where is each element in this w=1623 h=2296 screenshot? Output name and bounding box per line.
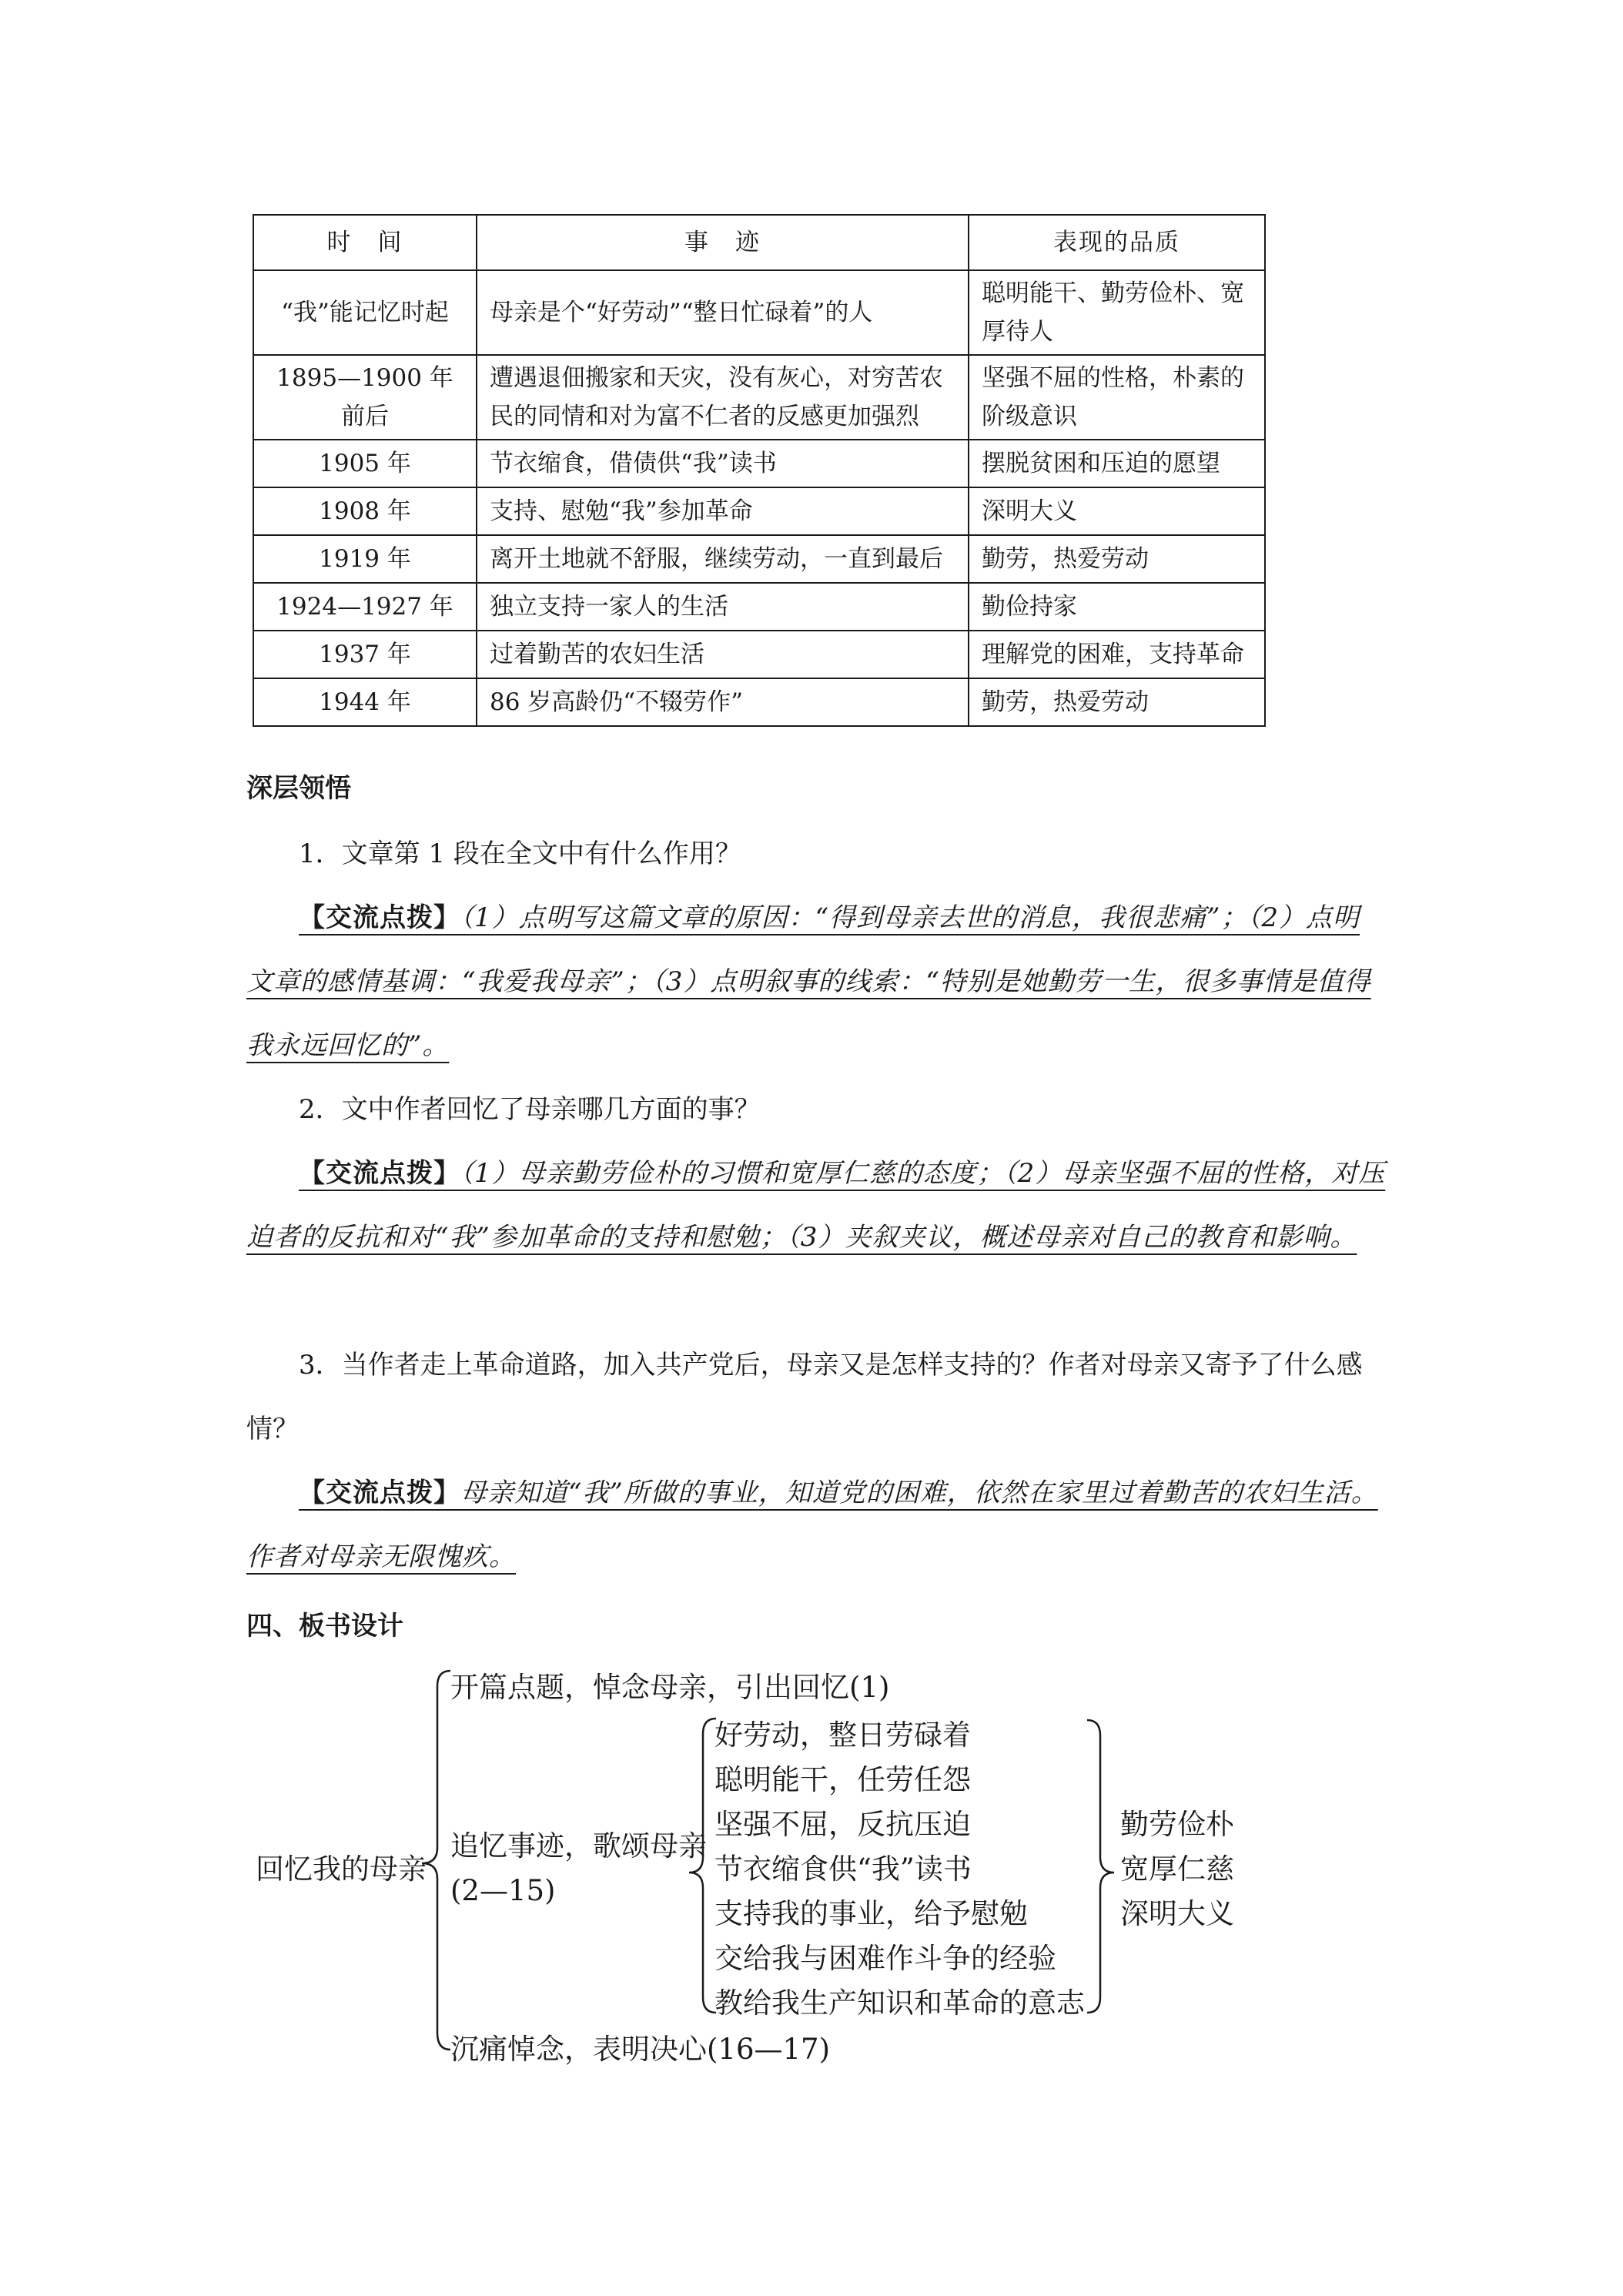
- cell-time: 1905 年: [253, 440, 477, 487]
- cell-quality: 勤劳，热爱劳动: [969, 678, 1265, 726]
- section-title-board: 四、板书设计: [246, 1611, 403, 1642]
- cell-quality: 坚强不屈的性格，朴素的阶级意识: [969, 355, 1265, 440]
- cell-deed: 母亲是个“好劳动”“整日忙碌着”的人: [477, 270, 969, 355]
- board-root: 回忆我的母亲: [256, 1853, 427, 1886]
- board-detail: 节衣缩食供“我”读书: [714, 1853, 972, 1886]
- cell-quality: 理解党的困难，支持革命: [969, 631, 1265, 678]
- answer-text: （1）母亲勤劳俭朴的习惯和宽厚仁慈的态度；（2）母亲坚强不屈的性格，对压迫者的反抗和对“我”参加革命的支持和慰勉；（3）夹叙夹议，概述母亲对自己的教育和影响。: [246, 1158, 1386, 1253]
- cell-deed: 支持、慰勉“我”参加革命: [477, 487, 969, 535]
- cell-deed: 独立支持一家人的生活: [477, 583, 969, 631]
- cell-time: 1919 年: [253, 535, 477, 583]
- cell-time: 1944 年: [253, 678, 477, 726]
- cell-quality: 勤劳，热爱劳动: [969, 535, 1265, 583]
- answer-tag: 【交流点拨】: [299, 902, 460, 933]
- quality-brace: [1087, 1720, 1114, 2013]
- header-quality: 表现的品质: [969, 215, 1265, 270]
- answer-text: （1）点明写这篇文章的原因：“得到母亲去世的消息，我很悲痛”；（2）点明文章的感情基调：“我爱我母亲”；（3）点明叙事的线索：“特别是她勤劳一生，很多事情是值得我永远回忆的”。: [246, 902, 1371, 1061]
- cell-time: 1924—1927 年: [253, 583, 477, 631]
- answer-tag: 【交流点拨】: [299, 1478, 460, 1508]
- board-quality: 深明大义: [1120, 1897, 1234, 1930]
- cell-quality: 勤俭持家: [969, 583, 1265, 631]
- cell-deed: 节衣缩食，借债供“我”读书: [477, 440, 969, 487]
- board-quality: 勤劳俭朴: [1120, 1808, 1234, 1841]
- cell-deed: 过着勤苦的农妇生活: [477, 631, 969, 678]
- cell-deed: 离开土地就不舒服，继续劳动，一直到最后: [477, 535, 969, 583]
- answer-text: 母亲知道“我”所做的事业，知道党的困难，依然在家里过着勤苦的农妇生活。作者对母亲无限愧疚。: [246, 1478, 1378, 1572]
- board-branch-2-range: (2—15): [450, 1874, 556, 1907]
- board-detail: 坚强不屈，反抗压迫: [714, 1808, 971, 1841]
- board-detail: 教给我生产知识和革命的意志: [714, 1986, 1085, 2020]
- board-branch-3: 沉痛悼念，表明决心(16—17): [450, 2033, 831, 2066]
- question-3: 3．当作者走上革命道路，加入共产党后，母亲又是怎样支持的？作者对母亲又寄予了什么感情？: [246, 1350, 1363, 1444]
- section-title-deep: 深层领悟: [246, 773, 351, 804]
- detail-brace: [689, 1719, 716, 2013]
- cell-time: 1895—1900 年前后: [253, 355, 477, 440]
- cell-quality: 摆脱贫困和压迫的愿望: [969, 440, 1265, 487]
- cell-quality: 聪明能干、勤劳俭朴、宽厚待人: [969, 270, 1265, 355]
- board-quality: 宽厚仁慈: [1120, 1853, 1234, 1886]
- question-1: 1．文章第 1 段在全文中有什么作用？: [299, 838, 741, 869]
- cell-time: 1908 年: [253, 487, 477, 535]
- board-detail: 好劳动，整日劳碌着: [714, 1719, 971, 1752]
- cell-quality: 深明大义: [969, 487, 1265, 535]
- board-detail: 聪明能干，任劳任怨: [714, 1763, 971, 1796]
- board-detail: 支持我的事业，给予慰勉: [714, 1897, 1028, 1930]
- cell-deed: 86 岁高龄仍“不辍劳作”: [477, 678, 969, 726]
- cell-time: 1937 年: [253, 631, 477, 678]
- board-branch-2: 追忆事迹，歌颂母亲: [450, 1829, 707, 1863]
- board-branch-1: 开篇点题，悼念母亲，引出回忆(1): [450, 1671, 890, 1704]
- header-time: 时 间: [253, 215, 477, 270]
- cell-deed: 遭遇退佃搬家和天灾，没有灰心，对穷苦农民的同情和对为富不仁者的反感更加强烈: [477, 355, 969, 440]
- answer-tag: 【交流点拨】: [299, 1158, 460, 1189]
- cell-time: “我”能记忆时起: [253, 270, 477, 355]
- header-deed: 事 迹: [477, 215, 969, 270]
- board-detail: 交给我与困难作斗争的经验: [714, 1942, 1056, 1975]
- question-2: 2．文中作者回忆了母亲哪几方面的事？: [299, 1094, 761, 1125]
